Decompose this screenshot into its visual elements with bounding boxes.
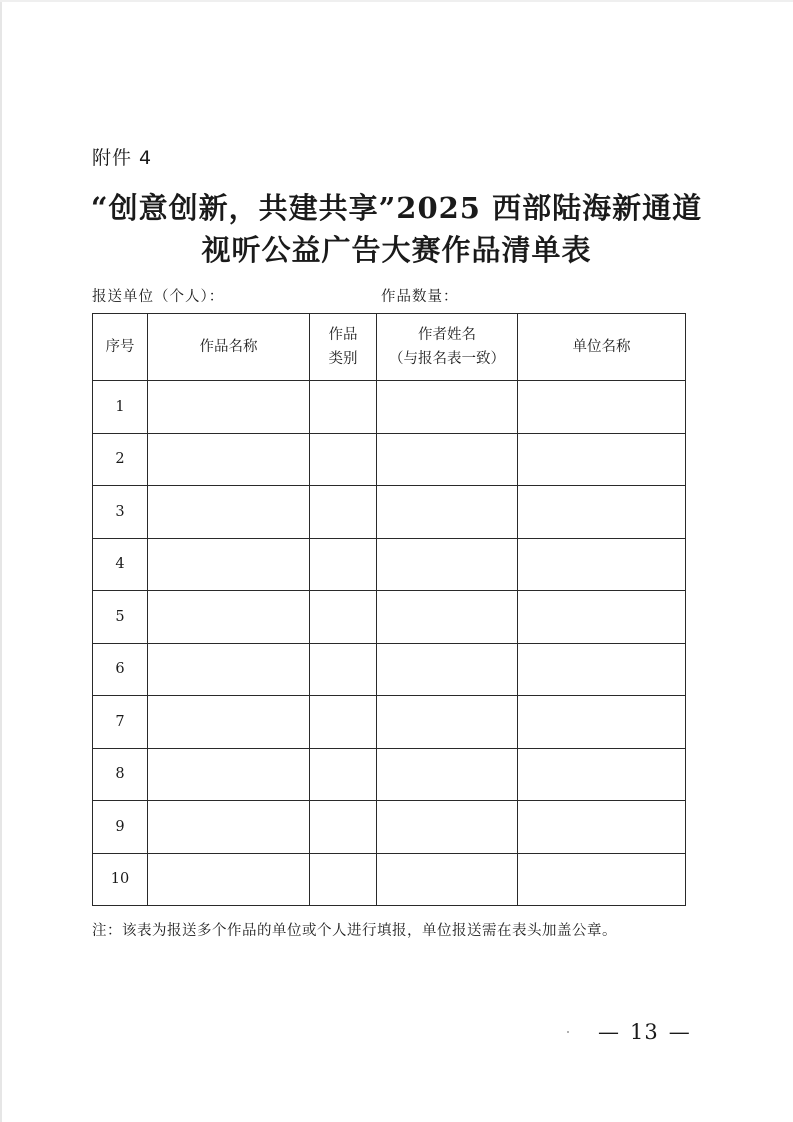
document-title-line-2: 视听公益广告大赛作品清单表: [201, 233, 592, 267]
author-cell[interactable]: [377, 696, 518, 749]
row-number: 9: [93, 801, 148, 854]
author-cell[interactable]: [377, 801, 518, 854]
row-number: 6: [93, 643, 148, 696]
page-number-dash-left: —: [598, 1020, 620, 1044]
table-header-row: [93, 314, 686, 381]
work-name-cell[interactable]: [148, 801, 310, 854]
row-number: 4: [93, 538, 148, 591]
author-cell[interactable]: [377, 486, 518, 539]
work-name-cell[interactable]: [148, 591, 310, 644]
scan-dot: [567, 1031, 569, 1033]
work-name-cell[interactable]: [148, 853, 310, 906]
author-cell[interactable]: [377, 853, 518, 906]
row-number: 2: [93, 433, 148, 486]
unit-name-cell[interactable]: [518, 853, 686, 906]
header-unit-name: 单位名称: [518, 314, 686, 381]
row-number: 1: [93, 381, 148, 434]
row-number: 5: [93, 591, 148, 644]
category-cell[interactable]: [310, 801, 377, 854]
attachment-label: 附件 4: [92, 147, 153, 169]
category-cell[interactable]: [310, 433, 377, 486]
row-number: 3: [93, 486, 148, 539]
page-edge-top: [0, 0, 793, 2]
unit-name-cell[interactable]: [518, 381, 686, 434]
unit-name-cell[interactable]: [518, 486, 686, 539]
page-number: [598, 1020, 691, 1044]
category-cell[interactable]: [310, 486, 377, 539]
header-index: 序号: [93, 314, 148, 381]
row-number: 10: [93, 853, 148, 906]
header-category: [310, 314, 377, 381]
table-row: [93, 591, 686, 644]
unit-name-cell[interactable]: [518, 801, 686, 854]
work-name-cell[interactable]: [148, 433, 310, 486]
header-author-line-2: （与报名表一致）: [389, 351, 505, 367]
work-name-cell[interactable]: [148, 538, 310, 591]
table-row: [93, 748, 686, 801]
work-name-cell[interactable]: [148, 486, 310, 539]
work-count-label: 作品数量：: [381, 289, 459, 305]
table-row: [93, 433, 686, 486]
table-row: [93, 643, 686, 696]
author-cell[interactable]: [377, 433, 518, 486]
unit-name-cell[interactable]: [518, 748, 686, 801]
category-cell[interactable]: [310, 538, 377, 591]
unit-name-cell[interactable]: [518, 696, 686, 749]
work-name-cell[interactable]: [148, 381, 310, 434]
header-author: [377, 314, 518, 381]
table-row: [93, 538, 686, 591]
category-cell[interactable]: [310, 748, 377, 801]
table-row: [93, 381, 686, 434]
header-category-line-1: 作品: [328, 327, 358, 343]
work-name-cell[interactable]: [148, 696, 310, 749]
author-cell[interactable]: [377, 538, 518, 591]
unit-name-cell[interactable]: [518, 538, 686, 591]
table-row: [93, 486, 686, 539]
row-number: 7: [93, 696, 148, 749]
category-cell[interactable]: [310, 696, 377, 749]
submitting-unit-label: 报送单位（个人）：: [92, 289, 225, 305]
page-edge: [0, 0, 2, 1122]
category-cell[interactable]: [310, 381, 377, 434]
header-author-line-1: 作者姓名: [418, 327, 476, 343]
document-title-line-1: “创意创新，共建共享”2025 西部陆海新通道: [90, 191, 703, 225]
unit-name-cell[interactable]: [518, 591, 686, 644]
table-row: [93, 696, 686, 749]
row-number: 8: [93, 748, 148, 801]
author-cell[interactable]: [377, 748, 518, 801]
table-row: [93, 853, 686, 906]
header-category-line-2: 类别: [328, 351, 358, 367]
author-cell[interactable]: [377, 381, 518, 434]
work-name-cell[interactable]: [148, 643, 310, 696]
author-cell[interactable]: [377, 591, 518, 644]
work-name-cell[interactable]: [148, 748, 310, 801]
page-number-value: 13: [630, 1020, 659, 1044]
page-number-dash-right: —: [668, 1020, 691, 1044]
table-row: [93, 801, 686, 854]
works-list-table: [92, 313, 686, 906]
header-work-name: 作品名称: [148, 314, 310, 381]
unit-name-cell[interactable]: [518, 433, 686, 486]
table-note: 注：该表为报送多个作品的单位或个人进行填报，单位报送需在表头加盖公章。: [92, 923, 617, 939]
category-cell[interactable]: [310, 643, 377, 696]
unit-name-cell[interactable]: [518, 643, 686, 696]
author-cell[interactable]: [377, 643, 518, 696]
category-cell[interactable]: [310, 853, 377, 906]
category-cell[interactable]: [310, 591, 377, 644]
